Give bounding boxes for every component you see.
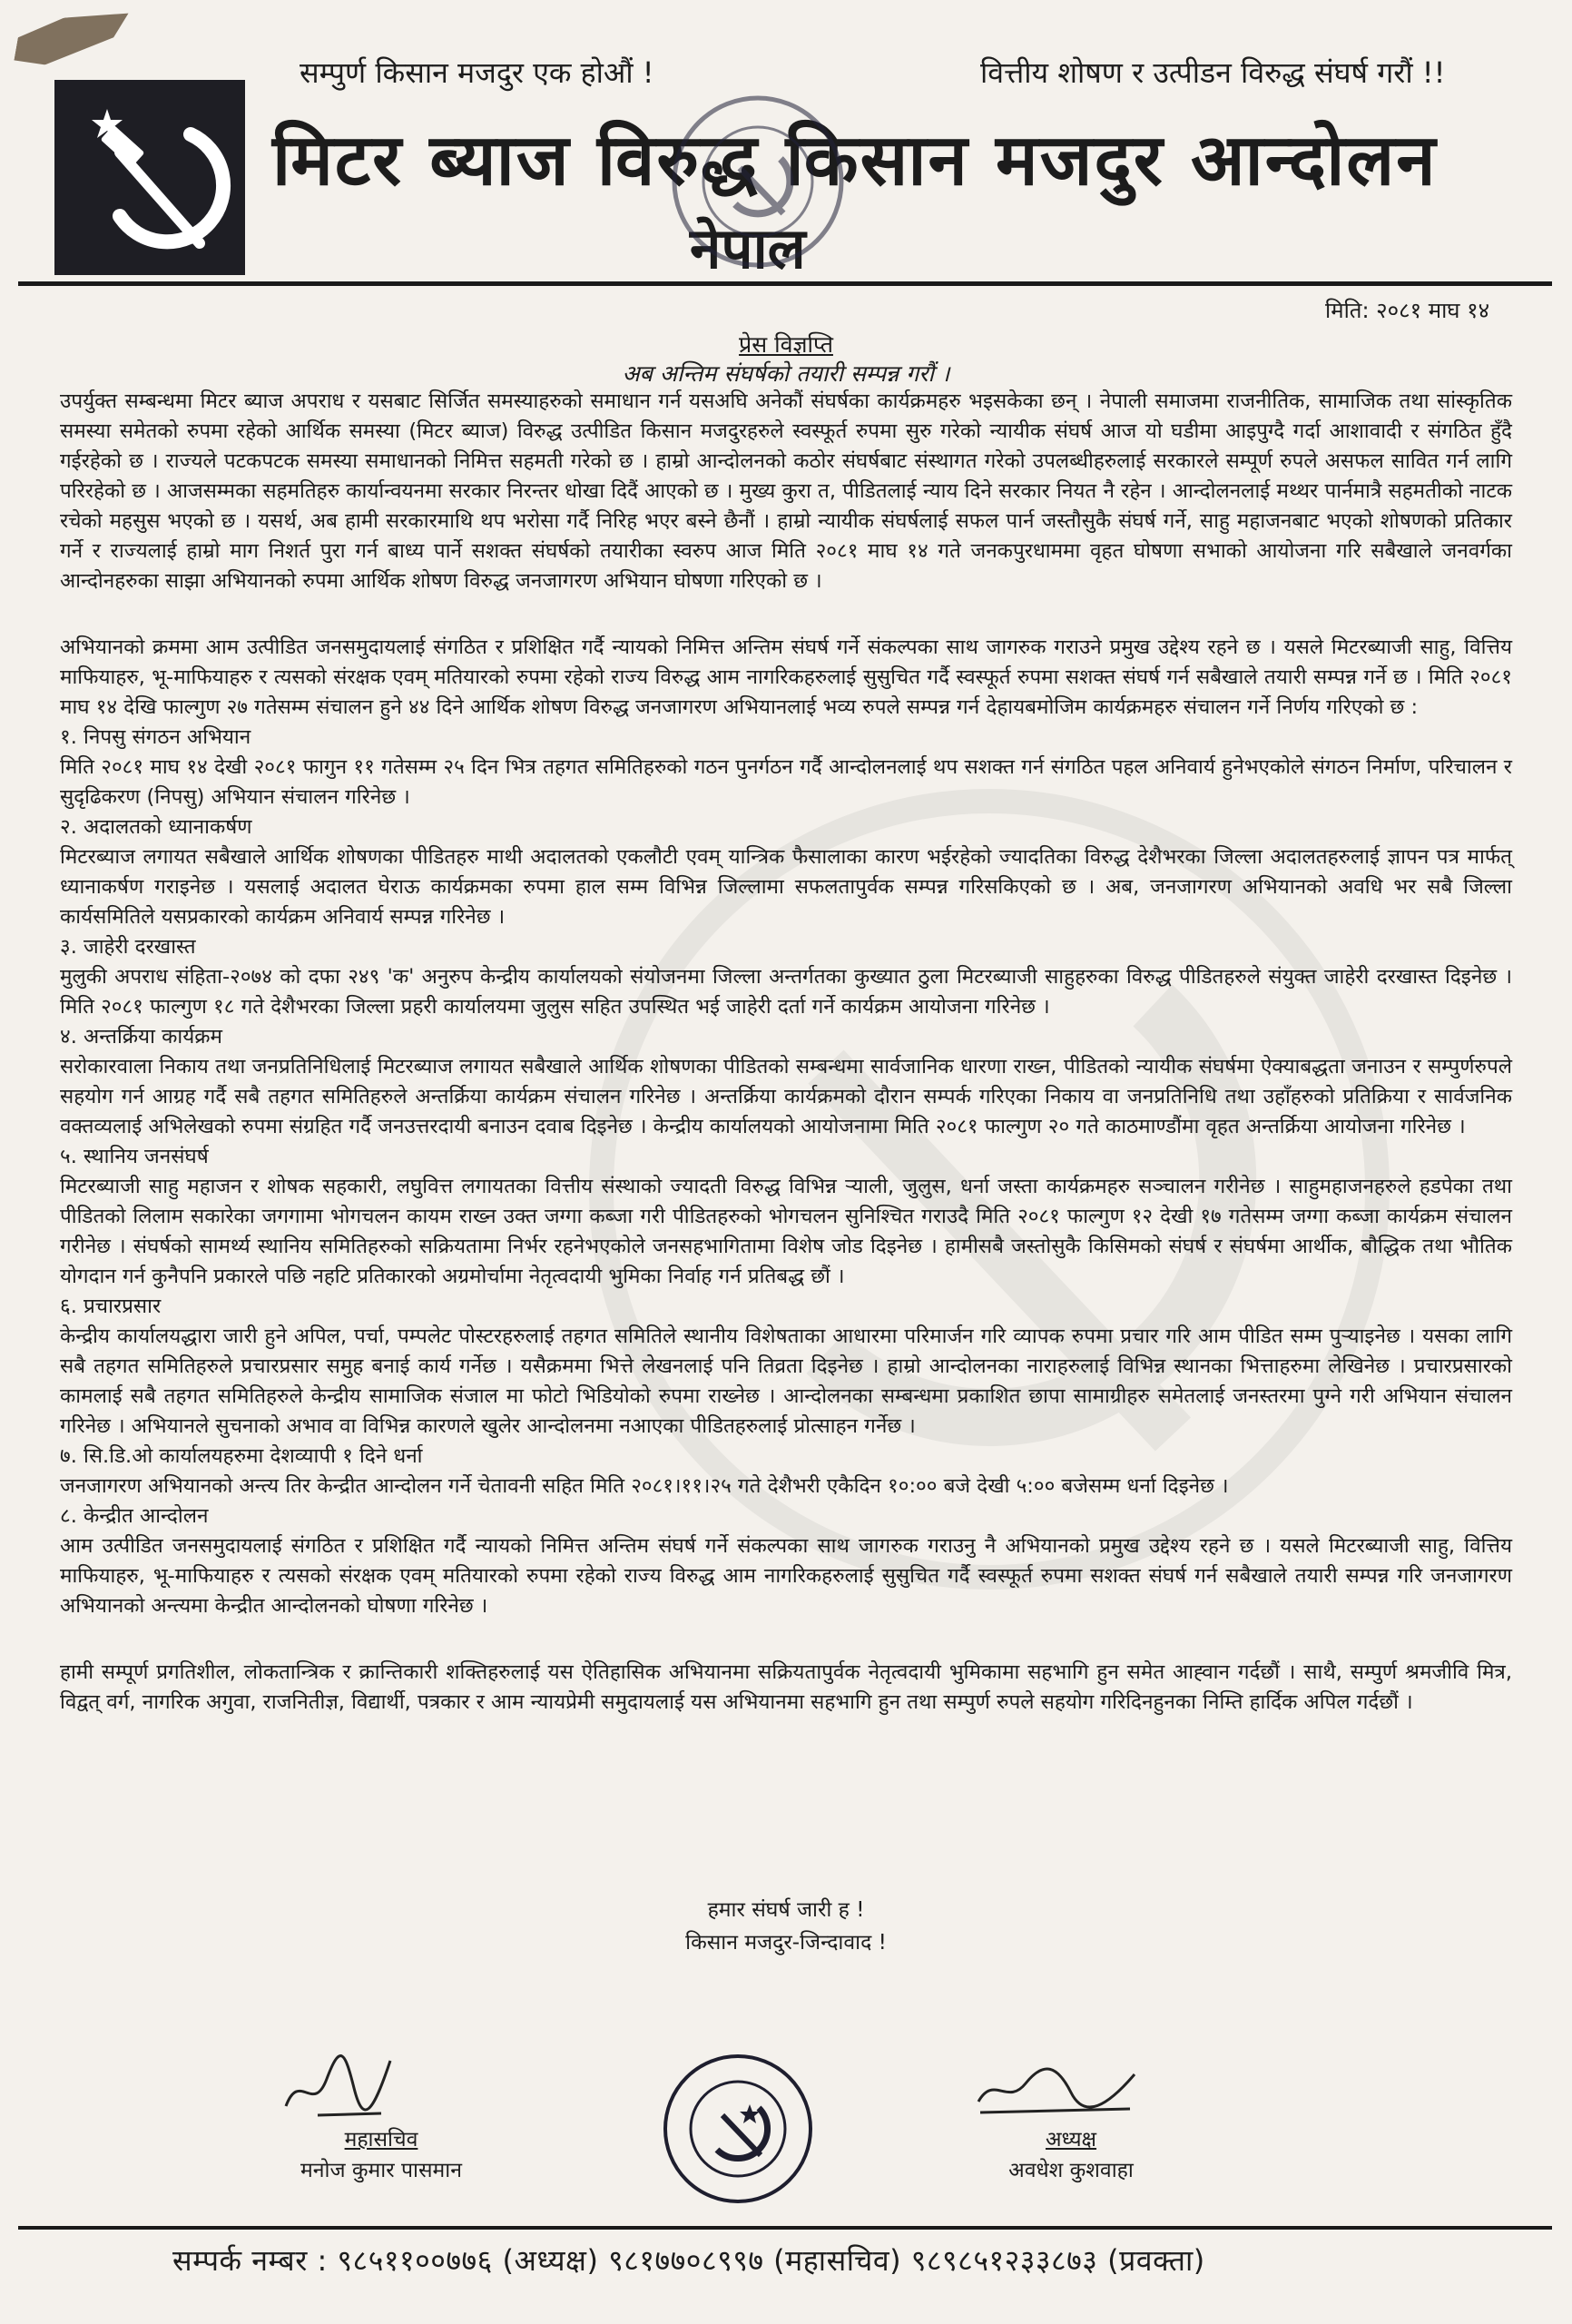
signatory-name: मनोज कुमार पासमान	[300, 2159, 462, 2182]
hammer-sickle-star-icon	[54, 80, 245, 275]
press-release-body	[60, 387, 1512, 1718]
signatory-general-secretary	[272, 2124, 490, 2186]
signature-president-icon	[971, 2056, 1144, 2120]
paper-stain	[13, 9, 130, 70]
closing-line: हमार संघर्ष जारी ह !	[707, 1898, 865, 1922]
slogan-right: वित्तीय शोषण र उत्पीडन विरुद्ध संघर्ष गरौं !!	[980, 55, 1446, 90]
item-heading: ६. प्रचारप्रसार	[60, 1295, 162, 1318]
signatory-president	[980, 2124, 1162, 2186]
slogan-left: सम्पुर्ण किसान मजदुर एक होऔं !	[300, 55, 654, 90]
item-body: मिटरब्याज लगायत सबैखाले आर्थिक शोषणका पीडितहरु माथी अदालतको एकलौटी एवम् यान्त्रिक फैसालाका कारण भईरहेको ज्यादतिका विरुद्ध देशैभरका जिल्ला अदालतहरुलाई ज्ञापन पत्र मार्फत् ध्यानाकर्षण गराइनेछ । यसलाई अदालत घेराऊ कार्यक्रमका रुपमा हाल सम्म विभिन्न जिल्लामा सफलतापुर्वक सम्पन्न गरिसकिएको छ । अब, जनजागरण अभियानको अवधि भर सबै जिल्ला कार्यसमितिले यसप्रकारको कार्यक्रम अनिवार्य सम्पन्न गरिनेछ ।	[60, 845, 1512, 929]
item-heading: १. निपसु संगठन अभियान	[60, 725, 251, 749]
press-release-subtitle: अब अन्तिम संघर्षको तयारी सम्पन्न गरौं ।	[622, 360, 950, 387]
closing-slogans	[0, 1894, 1572, 1959]
organization-subtitle: नेपाल	[690, 215, 806, 281]
item-body: सरोकारवाला निकाय तथा जनप्रतिनिधिलाई मिटरब्याज लगायत सबैखाले आर्थिक शोषणका पीडितको सम्बन्धमा सार्वजानिक धारणा राख्न, पीडितको न्यायीक संघर्षमा ऐक्याबद्धता जनाउन र सम्पुर्णरुपले सहयोग गर्न आग्रह गर्दै सबै तहगत समितिहरुले अन्तर्क्रिया कार्यक्रम संचालन गरिनेछ । अन्तर्क्रिया कार्यक्रमको दौरान सम्पर्क गरिएका निकाय वा जनप्रतिनिधि तथा उहाँहरुको प्रतिक्रिया र सार्वजनिक वक्तव्यलाई अभिलेखको रुपमा संग्रहित गर्दै जनउत्तरदायी बनाउन दवाब दिइनेछ । केन्द्रीय कार्यालयको आयोजनामा मिति २०८१ फाल्गुण २० गते काठमाण्डौंमा वृहत अन्तर्क्रिया आयोजना गरिनेछ ।	[60, 1055, 1512, 1138]
closing-line: किसान मजदुर-जिन्दावाद !	[685, 1931, 887, 1955]
intro-paragraph: उपर्युक्त सम्बन्धमा मिटर ब्याज अपराध र यसबाट सिर्जित समस्याहरुको समाधान गर्न यसअघि अनेकौं संघर्षका कार्यक्रमहरु भइसकेका छन् । नेपाली समाजमा राजनीतिक, सामाजिक तथा सांस्कृतिक समस्या समेतको रुपमा रहेको आर्थिक समस्या (मिटर ब्याज) विरुद्ध उत्पीडित किसान मजदुरहरुले स्वस्फूर्त रुपमा सुरु गरेको न्यायीक संघर्ष आज यो घडीमा आइपुग्दै गर्दा आशावादी र संगठित हुँदै गईरहेको छ । राज्यले पटकपटक समस्या समाधानको निमित्त सहमती गरेको छ । हाम्रो आन्दोलनको कठोर संघर्षबाट संस्थागत गरेको उपलब्धीहरुलाई सरकारले सम्पूर्ण रुपले असफल सावित गर्न लागि परिरहेको छ । आजसम्मका सहमतिहरु कार्यान्वयनमा सरकार निरन्तर धोखा दिदैं आएको छ । मुख्य कुरा त, पीडितलाई न्याय दिने सरकार नियत नै रहेन । आन्दोलनलाई मथ्थर पार्नमात्रै सहमतीको नाटक रचेको महसुस भएको छ । यसर्थ, अब हामी सरकारमाथि थप भरोसा गर्दै निरिह भएर बस्ने छैनौं । हाम्रो न्यायीक संघर्षलाई सफल पार्न जस्तौसुकै संघर्ष गर्ने, साहु महाजनबाट भएको शोषणको प्रतिकार गर्ने र राज्यलाई हाम्रो माग निशर्त पुरा गर्न बाध्य पार्ने सशक्त संघर्षको तयारीका स्वरुप आज मिति २०८१ माघ १४ गते जनकपुरधाममा वृहत घोषणा सभाको आयोजना गरि सबैखाले जनवर्गका आन्दोनहरुका साझा अभियानको रुपमा आर्थिक शोषण विरुद्ध जनजागरण अभियान घोषणा गरिएको छ ।	[60, 389, 1512, 593]
contact-numbers: सम्पर्क नम्बर : ९८५११००७७६ (अध्यक्ष) ९८१७७०८९९७ (महासचिव) ९८९८५१२३३८७३ (प्रवक्ता)	[172, 2243, 1205, 2278]
item-body: जनजागरण अभियानको अन्त्य तिर केन्द्रीत आन्दोलन गर्ने चेतावनी सहित मिति २०८१।११।२५ गते देशैभरी एकैदिन १०:०० बजे देखी ५:०० बजेसम्म धर्ना दिइनेछ ।	[60, 1474, 1229, 1498]
campaign-paragraph: अभियानको क्रममा आम उत्पीडित जनसमुदायलाई संगठित र प्रशिक्षित गर्दै न्यायको निमित्त अन्तिम संघर्ष गर्ने संकल्पका साथ जागरुक गराउने प्रमुख उद्देश्य रहने छ । यसले मिटरब्याजी साहु, वित्तिय माफियाहरु, भू-माफियाहरु र त्यसको संरक्षक एवम् मतियारको रुपमा रहेको राज्य विरुद्ध आम नागरिकहरुलाई सुसुचित गर्दै स्वस्फूर्त रुपमा सशक्त संघर्ष गर्न सबैखाले तयारी सम्पन्न गर्ने छ । मिति २०८१ माघ १४ देखि फाल्गुण २७ गतेसम्म संचालन हुने ४४ दिने आर्थिक शोषण विरुद्ध जनजागरण अभियानलाई भव्य रुपले सम्पन्न गर्न देहायबमोजिम कार्यक्रमहरु संचालन गर्ने निर्णय गरिएको छ :	[60, 635, 1512, 719]
appeal-paragraph: हामी सम्पूर्ण प्रगतिशील, लोकतान्त्रिक र क्रान्तिकारी शक्तिहरुलाई यस ऐतिहासिक अभियानमा सक्रियतापुर्वक नेतृत्वदायी भुमिकामा सहभागि हुन समेत आह्‍वान गर्दछौं । साथै, सम्पुर्ण श्रमजीवि मित्र, विद्वत् वर्ग, नागरिक अगुवा, राजनितीज्ञ, विद्यार्थी, पत्रकार र आम न्यायप्रेमी समुदायलाई यस अभियानमा सहभागि हुन तथा सम्पुर्ण रुपले सहयोग गरिदिनहुनका निम्ति हार्दिक अपिल गर्दछौं ।	[60, 1660, 1512, 1714]
signature-general-secretary-icon	[281, 2034, 399, 2124]
item-body: मुलुकी अपराध संहिता-२०७४ को दफा २४९ 'क' अनुरुप केन्द्रीय कार्यालयको संयोजनमा जिल्ला अन्तर्गतका कुख्यात ठुला मिटरब्याजी साहुहरुका विरुद्ध पीडितहरुले संयुक्त जाहेरी दरखास्त दिइनेछ । मिति २०८१ फाल्गुण १८ गते देशैभरका जिल्ला प्रहरी कार्यालयमा जुलुस सहित उपस्थित भई जाहेरी दर्ता गर्ने कार्यक्रम आयोजना गरिनेछ ।	[60, 965, 1512, 1019]
release-date: मिति: २०८१ माघ १४	[1325, 298, 1490, 323]
item-heading: ८. केन्द्रीत आन्दोलन	[60, 1504, 209, 1528]
organization-stamp-icon	[667, 91, 849, 272]
item-heading: ४. अन्तर्क्रिया कार्यक्रम	[60, 1025, 222, 1049]
item-heading: ३. जाहेरी दरखास्त	[60, 935, 196, 959]
signatory-title: अध्यक्ष	[1045, 2128, 1097, 2152]
header-divider	[18, 281, 1552, 286]
item-body: मिति २०८१ माघ १४ देखी २०८१ फागुन ११ गतेसम्म २५ दिन भित्र तहगत समितिहरुको गठन पुनर्गठन गर्दै आन्दोलनलाई थप सशक्त गर्न संगठित पहल अनिवार्य हुनेभएकोले संगठन निर्माण, परिचालन र सुदृढिकरण (निपसु) अभियान संचालन गरिनेछ ।	[60, 755, 1512, 809]
organization-stamp-icon	[661, 2052, 815, 2206]
item-heading: २. अदालतको ध्यानाकर्षण	[60, 815, 252, 839]
item-body: आम उत्पीडित जनसमुदायलाई संगठित र प्रशिक्षित गर्दै न्यायको निमित्त अन्तिम संघर्ष गर्ने संकल्पका साथ जागरुक गराउनु नै अभियानको प्रमुख उद्देश्य रहने छ । यसले मिटरब्याजी साहु, वित्तिय माफियाहरु, भू-माफियाहरु र त्यसको संरक्षक एवम् मतियारको रुपमा रहेको राज्य विरुद्ध आम नागरिकहरुलाई सुसुचित गर्दै स्वस्फूर्त रुपमा सशक्त संघर्ष गर्न सबैखाले तयारी सम्पन्न गरि जनजागरण अभियानको अन्त्यमा केन्द्रीत आन्दोलनको घोषणा गरिनेछ ।	[60, 1534, 1512, 1618]
item-heading: ७. सि.डि.ओ कार्यालयहरुमा देशव्यापी १ दिने धर्ना	[60, 1444, 423, 1468]
footer-divider	[18, 2226, 1552, 2230]
item-heading: ५. स्थानिय जनसंघर्ष	[60, 1145, 209, 1168]
organization-title: मिटर ब्याज विरुद्ध किसान मजदुर आन्दोलन	[272, 120, 1438, 202]
item-body: मिटरब्याजी साहु महाजन र शोषक सहकारी, लघुवित्त लगायतका वित्तीय संस्थाको ज्यादती विरुद्ध विभिन्न र्‍याली, जुलुस, धर्ना जस्ता कार्यक्रमहरु सञ्चालन गरीनेछ । साहुमहाजनहरुले हडपेका तथा पीडितको लिलाम सकारेका जगगामा भोगचलन कायम राख्न उक्त जग्गा कब्जा गरी पीडितहरुको भोगचलन सुनिश्चित गराउदै मिति २०८१ फाल्गुण १२ देखी १७ गतेसम्म जग्गा कब्जा कार्यक्रम संचालन गरीनेछ । संघर्षको सामर्थ्य स्थानिय समितिहरुको सक्रियतामा निर्भर रहनेभएकोले जनसहभागितामा विशेष जोड दिइनेछ । हामीसबै जस्तोसुकै किसिमको संघर्ष र संघर्षमा आर्थीक, बौद्धिक तथा भौतिक योगदान गर्न कुनैपनि प्रकारले पछि नहटि प्रतिकारको अग्रमोर्चामा नेतृत्वदायी भुमिका निर्वाह गर्न प्रतिबद्ध छौं ।	[60, 1175, 1512, 1288]
signatory-title: महासचिव	[344, 2128, 418, 2152]
press-release-title: प्रेस विज्ञप्ति	[739, 331, 833, 358]
signatory-name: अवधेश कुशवाहा	[1008, 2159, 1134, 2182]
item-body: केन्द्रीय कार्यालयद्धारा जारी हुने अपिल, पर्चा, पम्पलेट पोस्टरहरुलाई तहगत समितिले स्थानीय विशेषताका आधारमा परिमार्जन गरि व्यापक रुपमा प्रचार गरि आम पीडित सम्म पुर्‍याइनेछ । यसका लागि सबै तहगत समितिहरुले प्रचारप्रसार समुह बनाई कार्य गर्नेछ । यसैक्रममा भित्ते लेखनलाई पनि तिव्रता दिइनेछ । हाम्रो आन्दोलनका नाराहरुलाई विभिन्न स्थानका भित्ताहरुमा लेखिनेछ । प्रचारप्रसारको कामलाई सबै तहगत समितिहरुले केन्द्रीय सामाजिक संजाल मा फोटो भिडियोको रुपमा राख्नेछ । आन्दोलनका सम्बन्धमा प्रकाशित छापा सामाग्रीहरु समेतलाई जनस्तरमा पुग्ने गरी अभियान संचालन गरिनेछ । अभियानले सुचनाको अभाव वा विभिन्न कारणले खुलेर आन्दोलनमा नआएका पीडितहरुलाई प्रोत्साहन गर्नेछ ।	[60, 1324, 1512, 1438]
